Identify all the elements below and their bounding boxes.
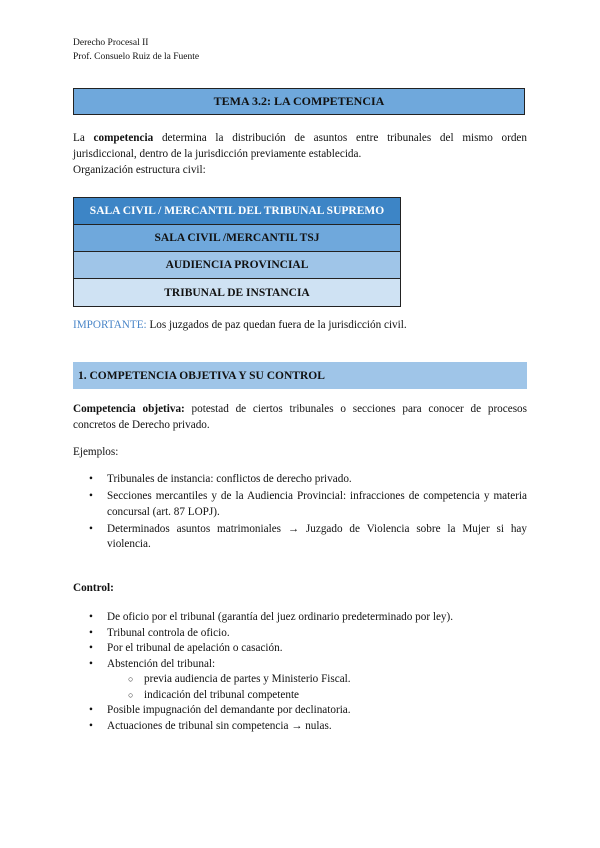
abstention-label: Abstención del tribunal: [107, 657, 216, 670]
abstention-sublist [107, 672, 527, 703]
list-item [73, 657, 527, 704]
important-text: Los juzgados de paz quedan fuera de la jurisdicción civil. [146, 319, 407, 331]
important-note [73, 318, 407, 334]
topic-title: TEMA 3.2: LA COMPETENCIA [73, 88, 525, 115]
intro-paragraph [73, 131, 527, 162]
hierarchy-level-instancia: TRIBUNAL DE INSTANCIA [74, 279, 400, 306]
examples-list [73, 472, 527, 554]
control-list [73, 610, 527, 734]
list-item: • Secciones mercantiles y de la Audiencia Provincial: infracciones de competencia y materia concursal (art. 87 LOPJ). [73, 489, 527, 520]
important-label: IMPORTANTE: [73, 319, 147, 331]
list-item: • Por el tribunal de apelación o casación. [73, 641, 527, 657]
list-item: • Determinados asuntos matrimoniales → Juzgado de Violencia sobre la Mujer si hay violencia. [73, 522, 527, 553]
intro-term: competencia [93, 132, 154, 144]
examples-label: Ejemplos: [73, 446, 119, 458]
definition-term: Competencia objetiva: [73, 403, 185, 415]
sub-list-item: ○ indicación del tribunal competente [73, 688, 527, 704]
definition-paragraph [73, 402, 527, 433]
section-heading: 1. COMPETENCIA OBJETIVA Y SU CONTROL [73, 362, 527, 389]
definition-text: potestad de ciertos tribunales o secciones para conocer de procesos concretos de Derecho privado. [73, 403, 527, 431]
list-item: • Posible impugnación del demandante por declinatoria. [73, 703, 527, 719]
course-name: Derecho Procesal II [73, 38, 149, 48]
page-header [73, 36, 199, 64]
intro-text: determina la distribución de asuntos entre tribunales del mismo orden jurisdiccional, dentro de la jurisdicción previamente establecida. [73, 132, 527, 160]
professor-name: Prof. Consuelo Ruiz de la Fuente [73, 52, 200, 62]
hierarchy-level-supreme: SALA CIVIL / MERCANTIL DEL TRIBUNAL SUPREMO [74, 198, 400, 225]
hierarchy-level-tsj: SALA CIVIL /MERCANTIL TSJ [74, 225, 400, 252]
control-label: Control: [73, 582, 114, 594]
hierarchy-level-audiencia: AUDIENCIA PROVINCIAL [74, 252, 400, 279]
list-item: • Tribunal controla de oficio. [73, 626, 527, 642]
list-item: • Tribunales de instancia: conflictos de derecho privado. [73, 472, 527, 488]
court-hierarchy-table [73, 197, 401, 307]
organization-label: Organización estructura civil: [73, 164, 206, 176]
list-item: • De oficio por el tribunal (garantía del juez ordinario predeterminado por ley). [73, 610, 527, 626]
list-item: • Actuaciones de tribunal sin competencia → nulas. [73, 719, 527, 735]
sub-list-item: ○ previa audiencia de partes y Ministerio Fiscal. [73, 672, 527, 688]
intro-prefix: La [73, 132, 94, 144]
